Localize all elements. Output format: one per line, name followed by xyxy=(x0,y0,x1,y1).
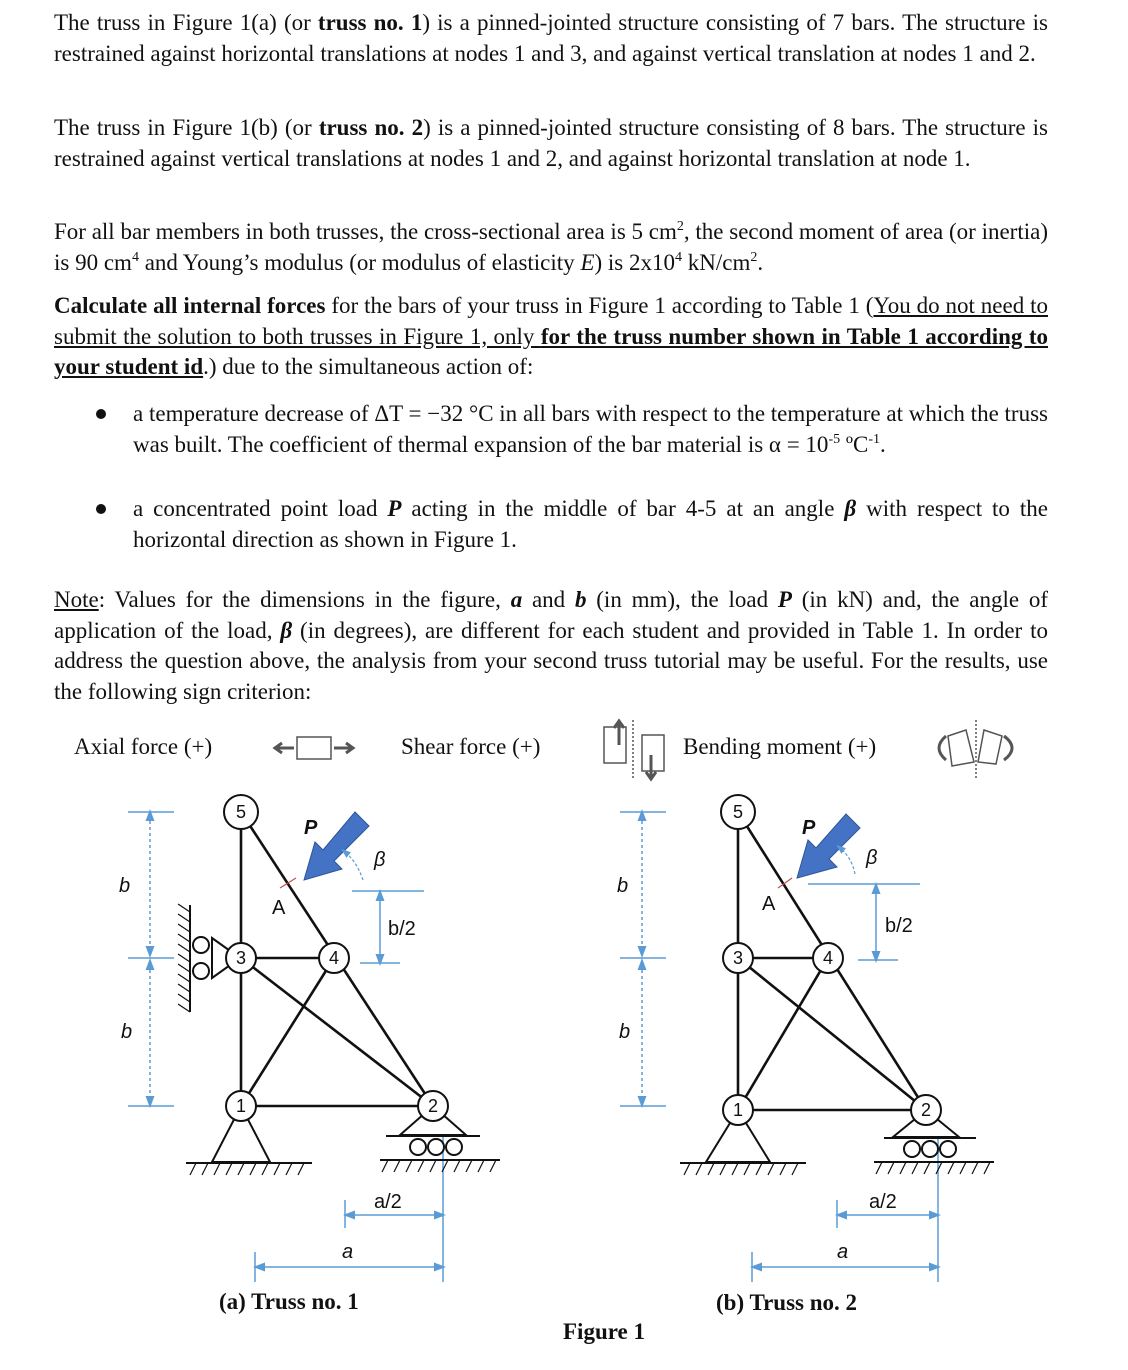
dim-a-label: a xyxy=(837,1241,849,1263)
node-5-label: 5 xyxy=(732,802,744,822)
shear-force-label: Shear force (+) xyxy=(401,734,541,759)
node-1-label: 1 xyxy=(732,1100,744,1120)
dim-b-label: b xyxy=(119,875,131,897)
point-a-label: A xyxy=(762,893,776,915)
dim-b-label: b xyxy=(619,1021,631,1043)
caption-truss-2: (b) Truss no. 2 xyxy=(716,1290,858,1315)
dim-a-label: a xyxy=(342,1241,354,1263)
paragraph-task: Calculate all internal forces for the bars of your truss in Figure 1 according to Table 1 (You do not need to submit the solution to both trusses in Figure 1, only for the truss number shown in Table 1 according to your student id.) due to the simultaneous action of: xyxy=(54,293,1048,379)
caption-truss-1: (a) Truss no. 1 xyxy=(219,1289,359,1314)
axial-force-label: Axial force (+) xyxy=(74,734,213,759)
dim-b-label: b xyxy=(121,1021,133,1043)
node-5-label: 5 xyxy=(235,802,247,822)
load-label: P xyxy=(304,817,318,839)
axial-force-icon xyxy=(275,737,353,759)
node-3-label: 3 xyxy=(235,948,247,968)
angle-label: β xyxy=(866,847,878,869)
dim-b-label: b xyxy=(617,875,629,897)
bullet-load: a concentrated point load P acting in the middle of bar 4-5 at an angle β with respect to the horizontal direction as shown in Figure 1. xyxy=(133,496,1048,552)
dim-half-b-label: b/2 xyxy=(388,918,416,940)
node-4-label: 4 xyxy=(328,948,340,968)
truss-2 xyxy=(620,795,994,1282)
bending-moment-icon xyxy=(939,720,1012,780)
paragraph-truss-2: The truss in Figure 1(b) (or truss no. 2) is a pinned-jointed structure consisting of 8 bars. The structure is restrained against vertical translations at nodes 1 and 2, and against horizontal translation at node 1. xyxy=(54,115,1049,171)
node-2-label: 2 xyxy=(427,1096,439,1116)
node-3-label: 3 xyxy=(732,948,744,968)
truss-1 xyxy=(128,795,500,1282)
dimension-b-truss-1 xyxy=(128,812,174,1106)
shear-force-icon xyxy=(604,720,664,780)
point-a-label: A xyxy=(272,897,286,919)
node-2-label: 2 xyxy=(920,1100,932,1120)
dim-half-b-label: b/2 xyxy=(885,915,913,937)
node-1-label: 1 xyxy=(235,1096,247,1116)
bending-moment-label: Bending moment (+) xyxy=(683,734,877,759)
bullet-temperature: a temperature decrease of ΔT = −32 °C in all bars with respect to the temperature at which the truss was built. The coefficient of thermal expansion of the bar material is $\alpha = 10^{-5}$ ºC$^{-1}$. xyxy=(133,401,1048,457)
paragraph-properties: For all bar members in both trusses, the cross-sectional area is 5 $cm^2$, the second moment of area (or inertia) is 90 $cm^4$ and Young’s modulus (or modulus of elasticity E) is $2x10^4$ $kN/cm^2$. xyxy=(54,219,1048,275)
angle-label: β xyxy=(374,849,386,871)
load-arrow-truss-2 xyxy=(778,814,860,888)
figure-caption: Figure 1 xyxy=(563,1319,645,1344)
note-paragraph: Note: Values for the dimensions in the figure, a and b (in mm), the load P (in kN) and, the angle of application of the load, β (in degrees), are different for each student and provided in Table 1. In order to address the question above, the analysis from your second truss tutorial may be useful. For the results, use the following sign criterion: xyxy=(54,587,1049,704)
load-label: P xyxy=(802,817,816,839)
load-arrow-truss-1 xyxy=(280,812,369,888)
node-4-label: 4 xyxy=(822,948,834,968)
dim-half-a-label: a/2 xyxy=(869,1191,897,1213)
dim-half-a-label: a/2 xyxy=(374,1191,402,1213)
paragraph-truss-1: The truss in Figure 1(a) (or truss no. 1) is a pinned-jointed structure consisting of 7 bars. The structure is restrained against horizontal translations at nodes 1 and 3, and against vertical translation at nodes 1 and 2. xyxy=(54,10,1049,66)
